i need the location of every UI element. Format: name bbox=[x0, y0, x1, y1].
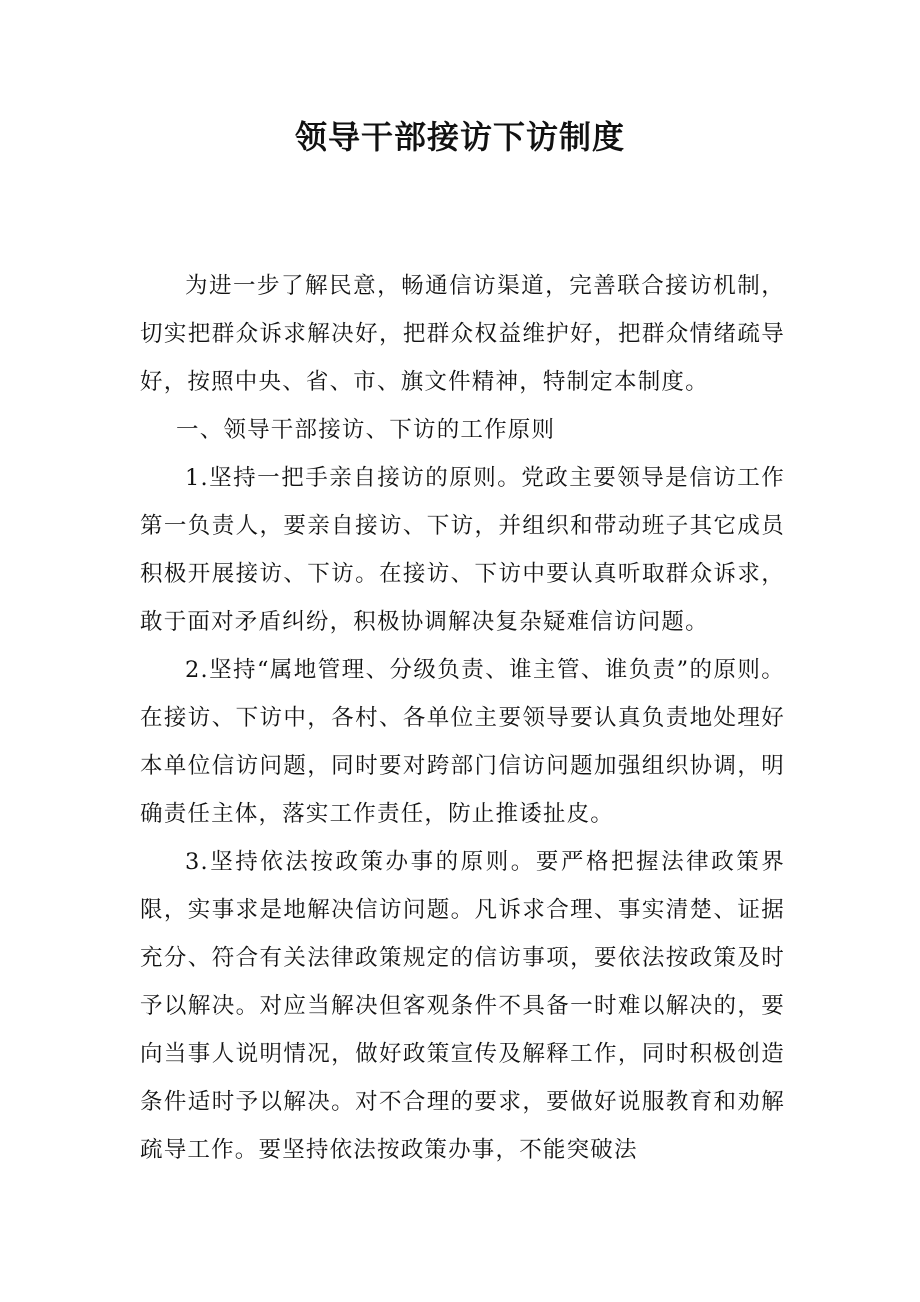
intro-paragraph: 为进一步了解民意，畅通信访渠道，完善联合接访机制，切实把群众诉求解决好，把群众权益维护好，把群众情绪疏导好，按照中央、省、市、旗文件精神，特制定本制度。 bbox=[140, 273, 785, 395]
document-title: 领导干部接访下访制度 bbox=[294, 118, 625, 156]
principle-paragraph-3: 3.坚持依法按政策办事的原则。要严格把握法律政策界限，实事求是地解决信访问题。凡诉求合理、事实清楚、证据充分、符合有关法律政策规定的信访事项，要依法按政策及时予以解决。对应当解决但客观条件不具备一时难以解决的，要向当事人说明情况，做好政策宣传及解释工作，同时积极创造条件适时予以解决。对不合理的要求，要做好说服教育和劝解疏导工作。要坚持依法按政策办事，不能突破法 bbox=[140, 849, 785, 1163]
section-heading: 一、领导干部接访、下访的工作原则 bbox=[176, 417, 556, 443]
principle-paragraph-1: 1.坚持一把手亲自接访的原则。党政主要领导是信访工作第一负责人，要亲自接访、下访，并组织和带动班子其它成员积极开展接访、下访。在接访、下访中要认真听取群众诉求，敢于面对矛盾纠纷，积极协调解决复杂疑难信访问题。 bbox=[140, 465, 785, 635]
document-body bbox=[140, 262, 785, 1174]
principle-paragraph-2: 2.坚持“属地管理、分级负责、谁主管、谁负责”的原则。在接访、下访中，各村、各单位主要领导要认真负责地处理好本单位信访问题，同时要对跨部门信访问题加强组织协调，明确责任主体，落实工作责任，防止推诿扯皮。 bbox=[140, 657, 785, 827]
